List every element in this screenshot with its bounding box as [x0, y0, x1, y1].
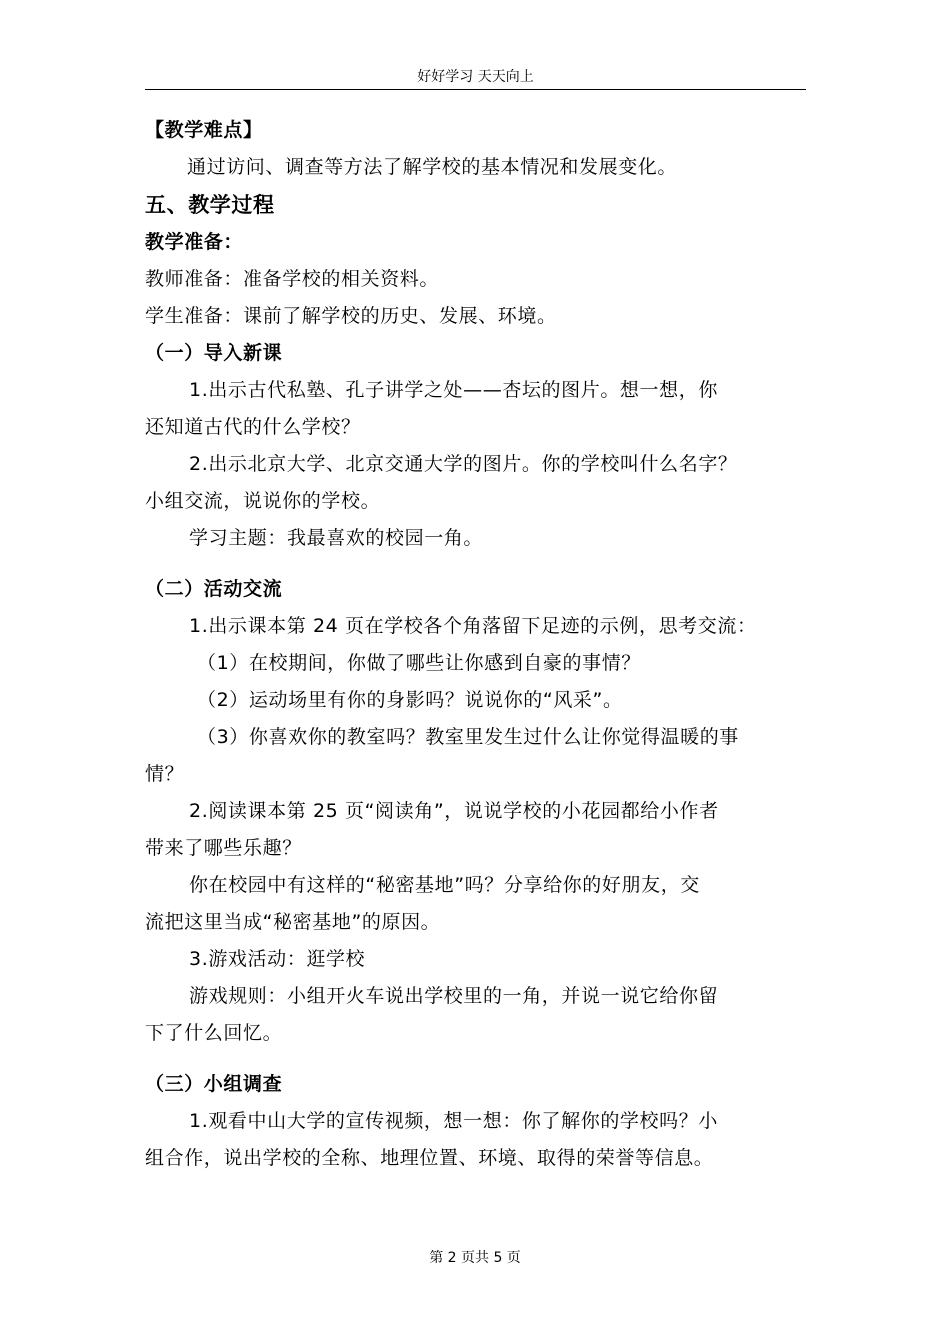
- p2-question-1: （1）在校期间，你做了哪些让你感到自豪的事情？: [197, 652, 641, 674]
- page-header: 好好学习 天天向上: [417, 69, 534, 85]
- section5-title: 五、教学过程: [145, 193, 275, 217]
- teacher-prep: 教师准备：准备学校的相关资料。: [145, 268, 440, 290]
- p2-item2-line1: 2.阅读课本第 25 页“阅读角”，说说学校的小花园都给小作者: [189, 800, 719, 822]
- p3-item1-line1: 1.观看中山大学的宣传视频，想一想：你了解你的学校吗？小: [189, 1110, 718, 1132]
- p1-item2-line2: 小组交流，说说你的学校。: [145, 490, 381, 512]
- p2-question-3-line2: 情？: [145, 763, 185, 785]
- p2-question-2: （2）运动场里有你的身影吗？说说你的“风采”。: [197, 689, 623, 711]
- p3-item1-line2: 组合作，说出学校的全称、地理位置、环境、取得的荣誉等信息。: [145, 1147, 714, 1169]
- p1-item1-line1: 1.出示古代私塾、孔子讲学之处——杏坛的图片。想一想，你: [189, 379, 718, 401]
- header-rule: [145, 89, 806, 90]
- p2-secret-line2: 流把这里当成“秘密基地”的原因。: [145, 911, 441, 933]
- student-prep: 学生准备：课前了解学校的历史、发展、环境。: [145, 305, 557, 327]
- difficulty-heading: 【教学难点】: [145, 119, 263, 141]
- part1-title: （一）导入新课: [145, 342, 283, 364]
- p2-rule-line1: 游戏规则：小组开火车说出学校里的一角，并说一说它给你留: [189, 985, 719, 1007]
- page-footer: 第 2 页共 5 页: [429, 1250, 521, 1266]
- p1-theme: 学习主题：我最喜欢的校园一角。: [189, 527, 484, 549]
- p2-item2-line2: 带来了哪些乐趣？: [145, 837, 302, 859]
- difficulty-text: 通过访问、调查等方法了解学校的基本情况和发展变化。: [187, 156, 678, 178]
- p2-question-3-line1: （3）你喜欢你的教室吗？教室里发生过什么让你觉得温暖的事: [197, 726, 739, 748]
- document-body: [145, 112, 806, 1177]
- p2-rule-line2: 下了什么回忆。: [145, 1022, 283, 1044]
- part2-title: （二）活动交流: [145, 578, 283, 600]
- prep-heading: 教学准备：: [145, 231, 244, 253]
- p2-item1: 1.出示课本第 24 页在学校各个角落留下足迹的示例，思考交流：: [189, 615, 757, 637]
- p2-item3: 3.游戏活动：逛学校: [189, 948, 366, 970]
- part3-title: （三）小组调查: [145, 1073, 283, 1095]
- p2-secret-line1: 你在校园中有这样的“秘密基地”吗？分享给你的好朋友，交: [189, 874, 700, 896]
- p1-item1-line2: 还知道古代的什么学校？: [145, 416, 361, 438]
- p1-item2-line1: 2.出示北京大学、北京交通大学的图片。你的学校叫什么名字？: [189, 453, 738, 475]
